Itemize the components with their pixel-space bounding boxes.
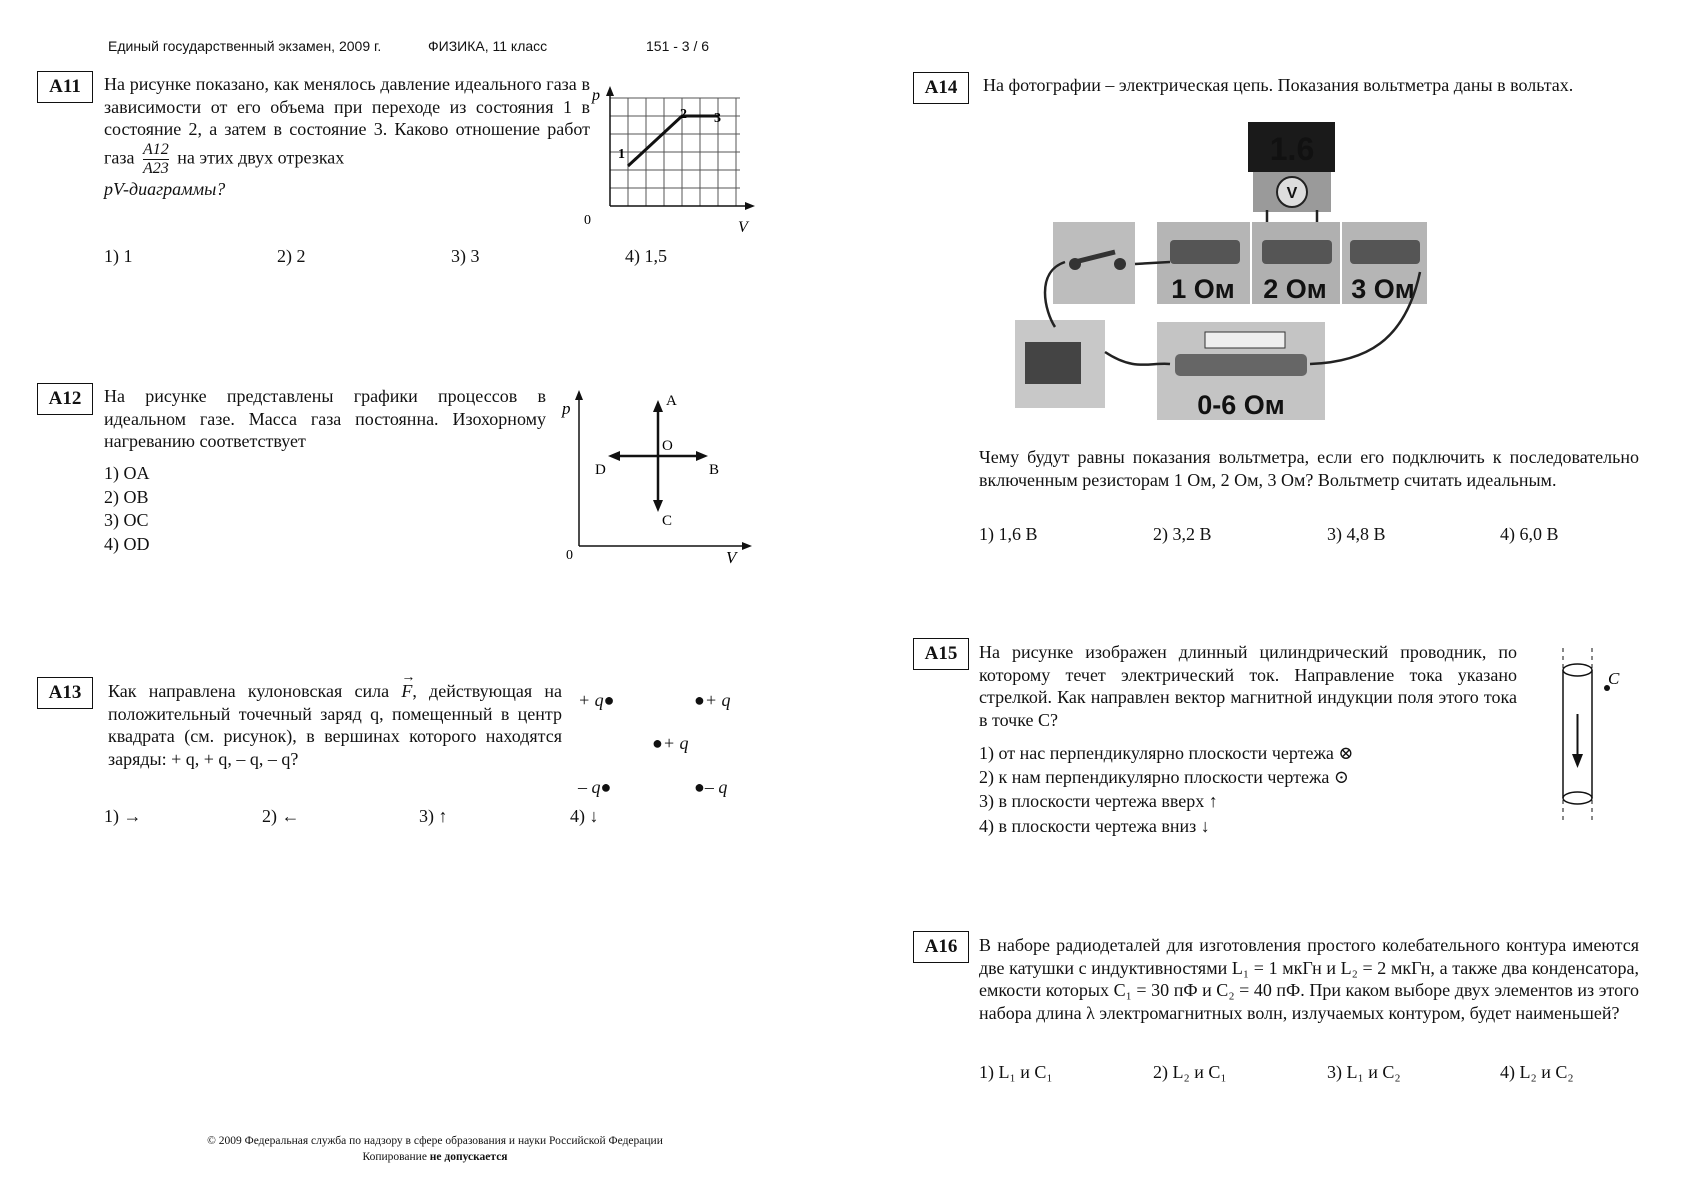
a12-arrow-c [653, 500, 663, 512]
a13-charge-bl: – q● [578, 777, 612, 797]
question-text-a14: На фотографии – электрическая цепь. Показания вольтметра даны в вольтах. [983, 75, 1574, 95]
a11-text-post: на этих двух отрезках [177, 147, 345, 168]
question-text-a13 [108, 670, 563, 770]
a12-answer-4[interactable]: 4) OD [104, 534, 150, 554]
question-label-a12: A12 [37, 383, 93, 415]
vector-arrow-icon: → [401, 670, 416, 685]
rheostat-slider [1205, 332, 1285, 348]
a12-p-arrow [575, 390, 583, 400]
question-label-a13: A13 [37, 677, 93, 709]
a13-answer-4[interactable]: 4) ↓ [570, 806, 599, 826]
question-label-a11: A11 [37, 71, 93, 103]
a13-force-label: F [401, 681, 413, 701]
a11-text-end: pV-диаграммы? [104, 178, 226, 199]
a14-answer-1[interactable]: 1) 1,6 В [979, 524, 1038, 544]
a11-state-2: 2 [680, 107, 687, 122]
a11-frac-den: A23 [142, 159, 169, 177]
a11-frac-num: A12 [142, 140, 169, 158]
a12-label-a: A [666, 393, 677, 409]
question-label-a16: A16 [913, 931, 969, 963]
a13-charge-tl: + q● [578, 690, 615, 710]
a12-answer-3[interactable]: 3) OC [104, 510, 149, 530]
a12-p-label: p [562, 399, 571, 418]
a11-fraction [143, 141, 169, 178]
label-r3: 3 Ом [1351, 274, 1415, 304]
a11-v-label: V [738, 219, 748, 236]
a11-answer-2[interactable]: 2) 2 [277, 246, 306, 266]
a14-answer-2[interactable]: 2) 3,2 В [1153, 524, 1212, 544]
a12-label-b: B [709, 462, 720, 478]
current-arrow-down-icon [1572, 754, 1583, 768]
rheostat [1175, 354, 1307, 376]
a11-process-line [628, 116, 718, 166]
resistor-2 [1262, 240, 1332, 264]
label-r2: 2 Ом [1263, 274, 1327, 304]
label-r1: 1 Ом [1171, 274, 1235, 304]
question-label-a14: A14 [913, 72, 969, 104]
question-text-a12: На рисунке представлены графики процессов в идеальном газе. Масса газа постоянна. Изохорному нагреванию соответствует [104, 386, 546, 451]
a11-pv-graph [584, 86, 760, 236]
a11-zero-label: 0 [584, 213, 591, 228]
a12-answer-1[interactable]: 1) OA [104, 463, 150, 483]
a14-answer-3[interactable]: 3) 4,8 В [1327, 524, 1386, 544]
a11-answer-3[interactable]: 3) 3 [451, 246, 480, 266]
conductor-bottom [1563, 792, 1592, 804]
a13-charge-tr: ●+ q [694, 690, 731, 710]
a11-p-label: p [592, 87, 600, 104]
a13-answer-2[interactable]: 2) ← [262, 806, 300, 826]
a13-force-vector [401, 670, 416, 701]
a11-answer-1[interactable]: 1) 1 [104, 246, 133, 266]
a16-answer-2[interactable]: 2) L₂ и C₁ [1153, 1062, 1227, 1082]
resistor-1 [1170, 240, 1240, 264]
a13-charge-br: ●– q [694, 777, 728, 797]
a12-answer-2[interactable]: 2) OB [104, 487, 149, 507]
voltmeter-symbol: V [1286, 185, 1298, 202]
footer-copy-bold: не допускается [429, 1151, 508, 1163]
question-text-a15: На рисунке изображен длинный цилиндрический проводник, по которому течет электрический ток. Направление тока указано стрелкой. Как направлен вектор магнитной индукции поля этого тока в точке C? [979, 642, 1517, 730]
a11-state-3: 3 [714, 111, 721, 126]
a15-answer-4[interactable]: 4) в плоскости чертежа вниз ↓ [979, 816, 1210, 836]
a12-v-label: V [726, 548, 737, 567]
a12-pv-graph [556, 388, 756, 568]
a13-answer-1[interactable]: 1) → [104, 806, 142, 826]
a13-text-pre: Как направлена кулоновская сила [108, 681, 390, 701]
point-c-label: C [1608, 669, 1620, 688]
battery [1025, 342, 1081, 384]
a12-arrow-b [696, 451, 708, 461]
a15-answer-1[interactable]: 1) от нас перпендикулярно плоскости чертежа ⊗ [979, 743, 1354, 763]
a12-label-o: O [662, 438, 673, 454]
footer-copyright: © 2009 Федеральная служба по надзору в сфере образования и науки Российской Федерации [207, 1135, 663, 1147]
a15-conductor-figure [1550, 644, 1630, 824]
a12-v-arrow [742, 542, 752, 550]
footer-copy-notice [160, 1151, 710, 1163]
a16-answer-4[interactable]: 4) L₂ и C₂ [1500, 1062, 1574, 1082]
a12-zero-label: 0 [566, 548, 573, 563]
a11-answer-4[interactable]: 4) 1,5 [625, 246, 667, 266]
header-page: 151 - 3 / 6 [646, 38, 710, 54]
voltmeter-reading: 1.6 [1269, 131, 1315, 167]
question-text-a14-2: Чему будут равны показания вольтметра, если его подключить к последовательно включенным резисторам 1 Ом, 2 Ом, 3 Ом? Вольтметр считать идеальным. [979, 447, 1639, 490]
a13-charge-center: ●+ q [652, 733, 689, 753]
a13-answer-3[interactable]: 3) ↑ [419, 806, 448, 826]
a11-v-arrow [745, 202, 755, 210]
a15-answer-2[interactable]: 2) к нам перпендикулярно плоскости чертежа ⊙ [979, 767, 1350, 787]
a12-arrow-d [608, 451, 620, 461]
a15-answer-3[interactable]: 3) в плоскости чертежа вверх ↑ [979, 791, 1218, 811]
a11-state-1: 1 [618, 147, 625, 162]
a14-answer-4[interactable]: 4) 6,0 В [1500, 524, 1559, 544]
a16-answer-1[interactable]: 1) L₁ и C₁ [979, 1062, 1053, 1082]
conductor-top [1563, 664, 1592, 676]
question-text-a16: В наборе радиодеталей для изготовления простого колебательного контура имеются две катушки с индуктивностями L₁ = 1 мкГн и L₂ = 2 мкГн, а также два конденсатора, емкости которых C₁ = 30 пФ и C₂ = 40 пФ. При каком выборе двух элементов из этого набора длина λ электромагнитных волн, излучаемых контуром, будет наименьшей? [979, 935, 1639, 1023]
a12-label-c: C [662, 513, 673, 529]
a14-circuit-photo [1005, 122, 1445, 432]
header-subject: ФИЗИКА, 11 класс [428, 38, 548, 54]
a16-answer-3[interactable]: 3) L₁ и C₂ [1327, 1062, 1401, 1082]
a13-text-post: , действующая на положительный точечный заряд q, помещенный в центр квадрата (см. рисунок), в вершинах которого находятся заряды: + q, + q, – q, – q? [108, 681, 563, 769]
header-exam: Единый государственный экзамен, 2009 г. [108, 38, 382, 54]
footer-copy-pre: Копирование [362, 1151, 430, 1163]
a12-arrow-a [653, 400, 663, 412]
resistor-3 [1350, 240, 1420, 264]
a11-p-arrow [606, 86, 614, 96]
label-rheostat: 0-6 Ом [1197, 390, 1285, 420]
question-label-a15: A15 [913, 638, 969, 670]
a12-label-d: D [595, 462, 606, 478]
a11-text-pre: На рисунке показано, как менялось давление идеального газа в зависимости от его объема при переходе из состояния 1 в состояние 2, а затем в состояние 3. Каково отношение работ газа [104, 74, 590, 168]
question-text-a11 [104, 73, 590, 200]
